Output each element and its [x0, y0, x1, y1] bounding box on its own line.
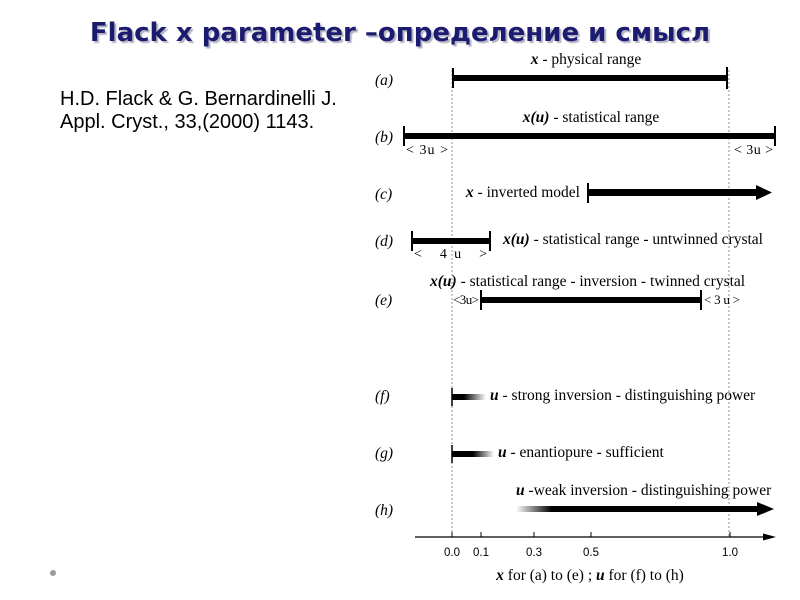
row-c-description: - inverted model [473, 184, 580, 201]
row-b-description: - statistical range [549, 109, 660, 126]
row-d-tag: (d) [375, 233, 394, 250]
row-e-tag: (e) [375, 292, 393, 309]
axis-tick-label-0: 0.0 [444, 547, 460, 559]
row-g-variable: u [498, 444, 507, 461]
row-h-fading-bar [516, 506, 760, 512]
axis-tick-label-4: 1.0 [722, 547, 738, 559]
reference-line-1: H.D. Flack & G. Bernardinelli J. [60, 88, 337, 110]
row-h-variable: u [516, 482, 525, 499]
row-c-tag: (c) [375, 186, 393, 203]
axis-tick-label-1: 0.1 [473, 547, 489, 559]
row-d-range-bar [411, 238, 491, 244]
row-d-variable: x(u) [503, 231, 530, 248]
row-d-width-label: < 4u > [414, 247, 487, 262]
row-b-right-margin-label: < 3u > [734, 143, 773, 158]
x-axis-arrowhead [763, 534, 776, 541]
row-a-label [530, 51, 642, 68]
row-b-label [522, 109, 660, 126]
row-e-label [429, 273, 745, 290]
row-f-tag: (f) [375, 388, 390, 405]
row-h-arrowhead [757, 502, 774, 516]
row-e-description: - statistical range - inversion - twinned crystal [456, 273, 746, 290]
axis-tick-label-3: 0.5 [583, 547, 599, 559]
row-c-arrowhead [756, 185, 772, 200]
row-f-fading-bar [452, 394, 486, 400]
axis-caption-u-variable: u [596, 567, 605, 584]
row-g-fading-bar [452, 451, 494, 457]
row-e-left-margin-label: <3u> [453, 292, 479, 307]
row-c-variable: x [465, 184, 474, 201]
axis-tick-label-2: 0.3 [526, 547, 542, 559]
row-f-variable: u [490, 387, 499, 404]
row-g-label [498, 444, 665, 461]
row-g-description: - enantiopure - sufficient [506, 444, 664, 461]
row-b-left-margin-label: < 3u > [406, 143, 448, 158]
axis-caption-x-text: for (a) to (e) ; [503, 567, 597, 584]
row-a-tag: (a) [375, 72, 394, 89]
row-a-range-bar [452, 75, 728, 81]
row-g-tag: (g) [375, 445, 394, 462]
slide-title: Flack x parameter –определение и смысл [89, 18, 711, 48]
axis-caption [495, 567, 684, 584]
axis-caption-u-text: for (f) to (h) [604, 567, 684, 584]
reference-line-2: Appl. Cryst., 33,(2000) 1143. [60, 111, 315, 133]
row-a-description: - physical range [538, 51, 642, 68]
row-b-tag: (b) [375, 129, 394, 146]
row-f-description: - strong inversion - distinguishing power [498, 387, 756, 404]
row-d-description: - statistical range - untwinned crystal [529, 231, 763, 248]
row-b-range-bar [403, 133, 776, 139]
axis-caption-x-variable: x [496, 567, 504, 584]
row-h-description: -weak inversion - distinguishing power [524, 482, 772, 499]
row-e-range-bar [480, 297, 702, 303]
row-h-label [516, 482, 772, 499]
row-c-range-bar [588, 189, 758, 196]
row-a-variable: x [530, 51, 539, 68]
row-c-label [465, 184, 580, 201]
row-b-variable: x(u) [522, 109, 550, 126]
row-h-tag: (h) [375, 502, 394, 519]
row-f-label [490, 387, 756, 404]
row-d-label [502, 231, 763, 248]
row-e-right-margin-label: <3u> [704, 292, 740, 307]
row-e-variable: x(u) [430, 273, 457, 290]
